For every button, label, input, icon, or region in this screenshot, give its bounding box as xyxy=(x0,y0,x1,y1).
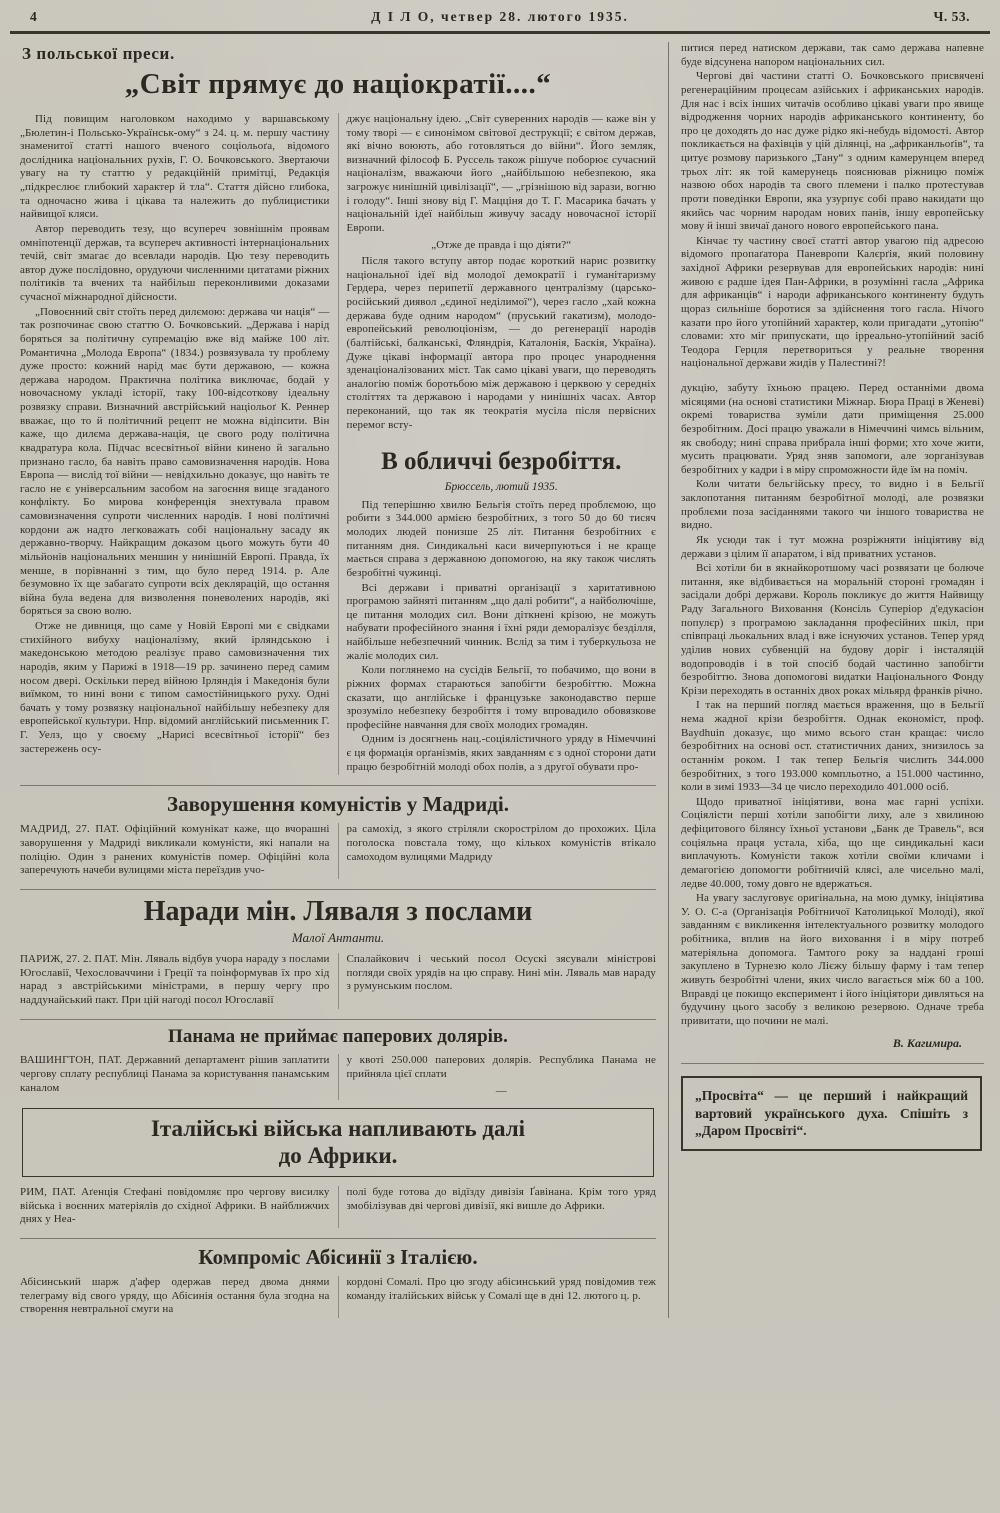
madrid-article xyxy=(20,792,656,879)
body-paragraph: Під повищим наголовком находимо у варшавському „Бюлетин-і Польсько-Українськ-ому“ з 24. ц. м. першу частину знаменитої статті нашого вченого соціольоґа, відомого дослідника національних рухів, Г. О. Бочковського. Звертаючи увагу на ту статтю у редакційній примітці, Редакція „підкреслює глибокий характер й тла“. Стаття дійсно глибока, та одночасно жива і цікава та належить до публицистики найвищої кляси. xyxy=(20,112,330,221)
madrid-col1 xyxy=(20,823,338,879)
body-paragraph: Абісинський шарж д'афер одержав перед двома днями телеграму від свого уряду, що Абісинія остання була згодна на створення невтральної смуги на xyxy=(20,1275,330,1316)
masthead xyxy=(0,0,1000,28)
natiocracy-columns xyxy=(20,113,656,775)
body-paragraph: Спалайкович і чеський посол Осускі зясували міністрові погляди своїх урядів на цю справу. Нині мін. Ляваль мав нараду з румунським послом. xyxy=(346,953,656,993)
italy-headline-line2: до Африки. xyxy=(278,1143,398,1169)
unemployment-dateline: Брюссель, лютий 1935. xyxy=(444,480,558,493)
end-mark: — xyxy=(495,1084,507,1097)
right-column xyxy=(671,42,984,1318)
laval-col1 xyxy=(20,953,338,1009)
natiocracy-col2 xyxy=(339,113,657,775)
laval-columns xyxy=(20,953,656,1009)
body-paragraph: І так на перший погляд мається враження, що в Бельгії нема жадної крізи безробіття. Однак економіст, проф. Baydhuin доказує, що мимо всього стан кращає: число безробітних на основі ост. статистичних даних, знизилось за останнім роком. І так тепер Бельгія числить 344.000 безробітних, з того 193.000 компльотно, а 151.000 частинно, коли в зимі 1933—34 це число переходило 401.000 осіб. xyxy=(681,699,984,794)
author-signature: В. Кагимира. xyxy=(892,1036,962,1051)
body-paragraph: „Отже де правда і що діяти?“ xyxy=(431,238,572,251)
body-paragraph: Кінчає ту частину своєї статті автор увагою під адресою відомого пропаґатора Паневропи Калєрґія, який половину західної Африки резервував для европейських народів: нині живою є радше ідея Пан-Африки, в розумінні гасла „Африка для африканців“ і народи африканського континенту будуть щораз сильніше боротися за здійснення того гасла. Нічого казати про його утопійний характер, коли пригадати „утопію“ словами: хто міг припускати, що ірреально-утопійний засіб Теодора Герцля перетвориться у реальне творення національної держави жидів у Палестині?! xyxy=(681,234,984,370)
prosvita-ad xyxy=(681,1076,982,1151)
madrid-columns xyxy=(20,823,656,879)
body-paragraph: ПАРИЖ, 27. 2. ПАТ. Мін. Ляваль відбув учора нараду з послами Югославії, Чехословаччини і Греції та поінформував їх про хід нарад з австрійськими міністрами, в першу чергу про наддунайський пакт. При цій нагоді посол Югославії xyxy=(20,953,330,1006)
italy-col1 xyxy=(20,1186,338,1228)
body-paragraph: Коли читати бельгійську пресу, то видно і в Бельгії заклопотання питанням безробітної молоді, але розвязки проблєми поза засіданнями такого чи іншого товариства не видно. xyxy=(681,478,984,532)
abyssinia-article xyxy=(20,1245,656,1318)
body-paragraph: Щодо приватної ініціятиви, вона має гарні успіхи. Соціялісти перші хотіли запобігти лиху, але з хвилиною дефіцитового білянсу їхньої установи „Банк де Травель“, вся соціяльна праця устала, хіба, що ще синдикальні каси виплачують. Комуністи також хотіли своїми кличами і демагогією допомогти робітничій клясі, але чисельно малі, ледве 40.000, тому довго не вдержаться. xyxy=(681,795,984,890)
italy-columns xyxy=(20,1186,656,1228)
italy-headline-line1: Італійські війська напливають далі xyxy=(150,1115,526,1141)
right-column-divider xyxy=(681,1063,984,1064)
unemployment-article xyxy=(347,448,657,774)
abyssinia-col2 xyxy=(339,1276,657,1318)
body-paragraph: Одним із досягнень нац.-соціялістичного уряду в Німеччині є ця формація орґанізмів, яких завданням є з одної сторони дати працю безробітній молоді обох полів, а з другої обувати про- xyxy=(346,733,656,773)
laval-headline: Наради мін. Ляваля з послами xyxy=(143,895,533,927)
panama-columns xyxy=(20,1054,656,1099)
body-paragraph: На увагу заслуговує оригінальна, на мою думку, ініціятива У. О. С-а (Організація Робітничої Католицької Молоді), якої завданням є викликення інтелектуального розвитку молодого робітника, вплив на його виховання і в міру потреб матеріяльна допомога. Тамтого року за наддані гроші закуплено в Турнезю коло Лієжу більшу фарму і там тепер живуть безробітні члени, яких число вагається між 60 а 100. Вправді це покищо експеримент і його ініціятори дивляться на будучину цього засобу з великою резервою. Одначе треба привитати, що почини не малі. xyxy=(681,892,984,1027)
body-paragraph: ра самохід, з якого стріляли скорострілом до прохожих. Ціла поголоска повстала тому, що кількох комуністів втікало самоходом вулицями Мадриду xyxy=(346,823,656,863)
body-paragraph: питися перед натиском держави, так само держава напевне буде відсунена напором національних сил. xyxy=(681,42,984,68)
madrid-col2 xyxy=(339,823,657,879)
article-divider xyxy=(20,1238,656,1239)
article-divider xyxy=(20,889,656,890)
abyssinia-columns xyxy=(20,1276,656,1318)
body-paragraph: Автор переводить тезу, що всупереч зовнішнім проявам омніпотенції держав, та всупереч активності інтернаціональних течій, світ змагає до всевлади народів. Цю тезу переводить автор дуже послідовно, орудуючи численними цитатами ріжних політиків та вчених та найбільш переконливими доказами сучасної міжнародної дійсности. xyxy=(20,222,330,304)
masthead-title: Д І Л О, четвер 28. лютого 1935. xyxy=(371,9,629,24)
body-paragraph: полі буде готова до відїзду дивізія Ґавінана. Крім того уряд змобілізував дві чергові дивізії, які вишле до Африки. xyxy=(346,1185,656,1212)
main-column-divider xyxy=(668,42,669,1318)
body-paragraph: Коли поглянемо на сусідів Бельгії, то побачимо, що вони в ріжних формах стараються запобігти безробіттю. Можна сказати, що англійське і французьке законодавство перше зрозуміло небезпеку безробіття і тому впровадило обовязкове професійне навчання для своїх молодих громадян. xyxy=(346,664,656,731)
unemployment-headline: В обличчі безробіття. xyxy=(381,448,622,476)
body-paragraph: Отже не дивниця, що саме у Новій Европі ми є свідками стихійного вибуху націоналізму, який ірляндською і македонською методою реалізує право самовизначення тих народів, яким у Парижі в 1918—19 рр. зачинено перед самим носом двері. Оскільки перед війною Ірляндія і Македонія були виїмком, то нині вони є типом самостійницького руху. Одні бачать у тому розвязку національної найбільшу небезпеку для европейської культури. Нпр. відомий англійський письменник Г. Г. Уелз, що у своєму „Нарисі всесвітньої історії“ без застережень осу- xyxy=(20,620,330,755)
natiocracy-col1 xyxy=(20,113,338,775)
laval-col2 xyxy=(339,953,657,1009)
body-paragraph: у квоті 250.000 паперових долярів. Республика Панама не прийняла цієї сплати xyxy=(346,1054,656,1081)
body-paragraph: кордоні Сомалі. Про цю згоду абісинський уряд повідомив теж команду італійських військ у Сомалі ще в дні 12. лютого ц. р. xyxy=(346,1275,656,1302)
body-paragraph: „Повоєнний світ стоїть перед дилємою: держава чи нація“ — так розпочинає свою статтю О. Бочковський. „Держава і нарід боряться за політичну супремацію вже від майже 100 літ. Романтична „Молода Европа“ (1834.) розвязувала ту проблему дуже просто: кожний нарід має бути державою, — кожна держава народом. Практична політика виключає, бодай у новочасному укладі історії, таку 100-відсоткову ідеальну розвязку справи. Визначний австрійський націольоґ К. Реннер вважає, що то й політичний рецепт не можна відіпсити. Він каже, що дилєма держава-нація, це свого роду політична квадратура кола. Підчас всесвітньої війни кинено й загально признано гасло, ба навіть право самовизначення народів. Нова Европа — вислід тої війни — невідхильно доказує, що навіть те гасло не є універсальним засобом на загоєння вище згаданого конфлікту. Бо мирова конференція знехтувала правом самовизначення супроти численних народів. І нові політичні кордони аж надто легковажать собі національну засаду як державно-творчу. Найкращим доказом цього можуть бути 40 мільйонів національних меншин у нинішній Европі. Правда, їх менше, в порівнанні з тим, що було перед 1914. р. Але безумовно їх ще забагато супроти всіх деклярацій, що остання війна була ведена для визволення поневолених народів, які боряться за свою волю. xyxy=(20,305,330,618)
abyssinia-headline: Компроміс Абісинії з Італією. xyxy=(198,1244,478,1269)
panama-headline: Панама не приймає паперових долярів. xyxy=(168,1025,508,1047)
body-paragraph: Під теперішню хвилю Бельгія стоїть перед проблємою, що робити з 344.000 армією безробітних, з того 50 до 60 тисяч молодих людей понизше 25 літ. Питання безробітних є питанням дня. Синдикальні каси вичерпуються і не краще мається справа з державною допомогою, на яку також числять безробітні чужинці. xyxy=(346,498,656,579)
abyssinia-col1 xyxy=(20,1276,338,1318)
issue-number: Ч. 53. xyxy=(933,9,970,24)
panama-col2 xyxy=(339,1054,657,1099)
body-paragraph: Після такого вступу автор подає короткий нарис розвитку національної ідеї від молодої демократії і гуманітаризму Гердера, через перипетії державного централізму (царсько-російський диявол „єдиної неділимої“), через гасло „хай кожна держава буде одним народом“ (пруський гакатизм), молодо-европейський революціонізм, — до регенерації народів (балтійські, балканські, Фляндрія, Каталонія, Баскія, Україна). Дуже цікаві інформації автора про процес ународнення зденаціоналізованих міст. Так само цікаві уваги, що переводять аналогію поміж боротьбою між державою і церквою у середніх століттях та державою і народами у нинішніх часах. Автор переконаний, що так як теократія мусіла після первісних перемог всту- xyxy=(346,255,656,431)
page-number: 4 xyxy=(30,9,38,24)
body-paragraph: Всі держави і приватні організації з харитативною програмою зайняті питанням „що далі робити“, а найболючіше, це питання молодих сил. Вони діткнені крізою, не можуть набувати професійного знання і їхні ряди деморалізує безділля, найбільше небезпечний чинник. Вслід за тим і туберкульоза не жаліє молодих сил. xyxy=(346,581,656,662)
left-area xyxy=(20,42,666,1318)
italy-headline-box xyxy=(22,1108,654,1177)
laval-subtitle: Малої Антанти. xyxy=(291,930,385,946)
body-paragraph: Як усюди так і тут можна розріжняти ініціятиву від держави з цілим її апаратом, і від приватних установ. xyxy=(681,533,984,560)
body-paragraph: Чергові дві частини статті О. Бочковського присвячені регенераційним процесам азійських і африканських народів. Для нас і всіх інших читачів особливо цікаві уваги про явище відродження чорних народів африканського континенту, бо про це доходять до нас дуже рідко які-небудь відомості. Автор покликається на фахівців у цій ділянці, на „африканльоґів“, та цитує розмову паризького „Тану“ з одним камерунцем вперед трьох літ: як той камерунець пояснював ріжницю поміж назвою обох народів та свого племени і палко протестував проти поведінки Европи, яка узурпує собі право накидати що якийсь час чорним народам нових панів, іншу европейську мову й інші звичаї даного нового европейського пана. xyxy=(681,70,984,233)
body-paragraph: джує національну ідею. „Світ суверенних народів — каже він у тому творі — є синонімом світової деструкції; є світом держав, які вічно воюють, або готовляться до війни“. Його земляк, визначний філософ Б. Руссель також рішуче поборює сучасний націоналізм, вважаючи його „найбільшою небезпекою, яка загрожує нинішній цивілізації“, — „грізнішою від зарази, вогню і голоду“. Інші знову від Г. Мацціня до Т. Г. Масарика бачать у національній ідеї найбільш живучу засаду новочасної історії Европи. xyxy=(346,112,656,234)
page-content xyxy=(0,34,1000,1318)
panama-article xyxy=(20,1026,656,1100)
madrid-headline: Заворушення комуністів у Мадриді. xyxy=(167,792,509,817)
prosvita-ad-text: „Просвіта“ — це перший і найкращий вартовий українського духа. Спішіть з „Даром Просвіті“. xyxy=(695,1088,968,1139)
body-paragraph: дукцію, забуту їхньою працею. Перед останніми двома місяцями (на основі статистики Міжнар. Бюра Праці в Женеві) окремі товариства зуміли дати приміщення 25.000 безробітним. Досі працю уважали в Німеччині чимсь вільним, як свободу; нині справа прибрала інші форми; хто хоче жити, мусить працювати. Уряд зняв запомоги, але зорганізував безробітних у кадри і в міру спроможности йде їм на поміч. xyxy=(681,382,984,476)
body-paragraph: МАДРИД, 27. ПАТ. Офіційний комунікат каже, що вчорашні заворушення у Мадриді викликали комуністи, які напали на поліцію. Один з ранених комуністів помер. Офіційні кола заперечують начеби вулицями міста переїздив учо- xyxy=(20,823,330,877)
italy-article xyxy=(20,1108,656,1228)
panama-col1 xyxy=(20,1054,338,1099)
article-divider xyxy=(20,1019,656,1020)
body-paragraph: Всі хотіли би в якнайкоротшому часі розвязати це болюче питання, яке відбивається на моральній стороні громадян і засідали добрі держави. Король покликує до життя Найвищу Раду Загального Виховання (Консіль Суперіор д'едукасіон популєр) з програмою закладання професійних шкіл, при співпраці льокальних влад і вже існуючих установ. Тепер уряд уділив нових субвенцій на будову доріг і інсталяцій водопроводів і в той спосіб бодай частинно запобігти безробіттю. Знова допомогові видатки Національного Фонду Крізи переходять в останніх двох роках мільярд франків річно. xyxy=(681,562,984,697)
spacer xyxy=(681,372,984,382)
article-divider xyxy=(20,785,656,786)
laval-article xyxy=(20,896,656,1009)
section-label: З польської преси. xyxy=(22,44,175,63)
natiocracy-headline: „Світ прямує до націократії....“ xyxy=(124,68,552,100)
italy-col2 xyxy=(339,1186,657,1228)
body-paragraph: ВАШИНГТОН, ПАТ. Державний департамент рішив заплатити чергову сплату республиці Панама за користування панамським каналом xyxy=(20,1054,330,1094)
body-paragraph: РИМ, ПАТ. Аґенція Стефані повідомляє про чергову висилку війська і воєнних матеріялів до східної Африки. В найближчих днях у Неа- xyxy=(20,1185,330,1226)
